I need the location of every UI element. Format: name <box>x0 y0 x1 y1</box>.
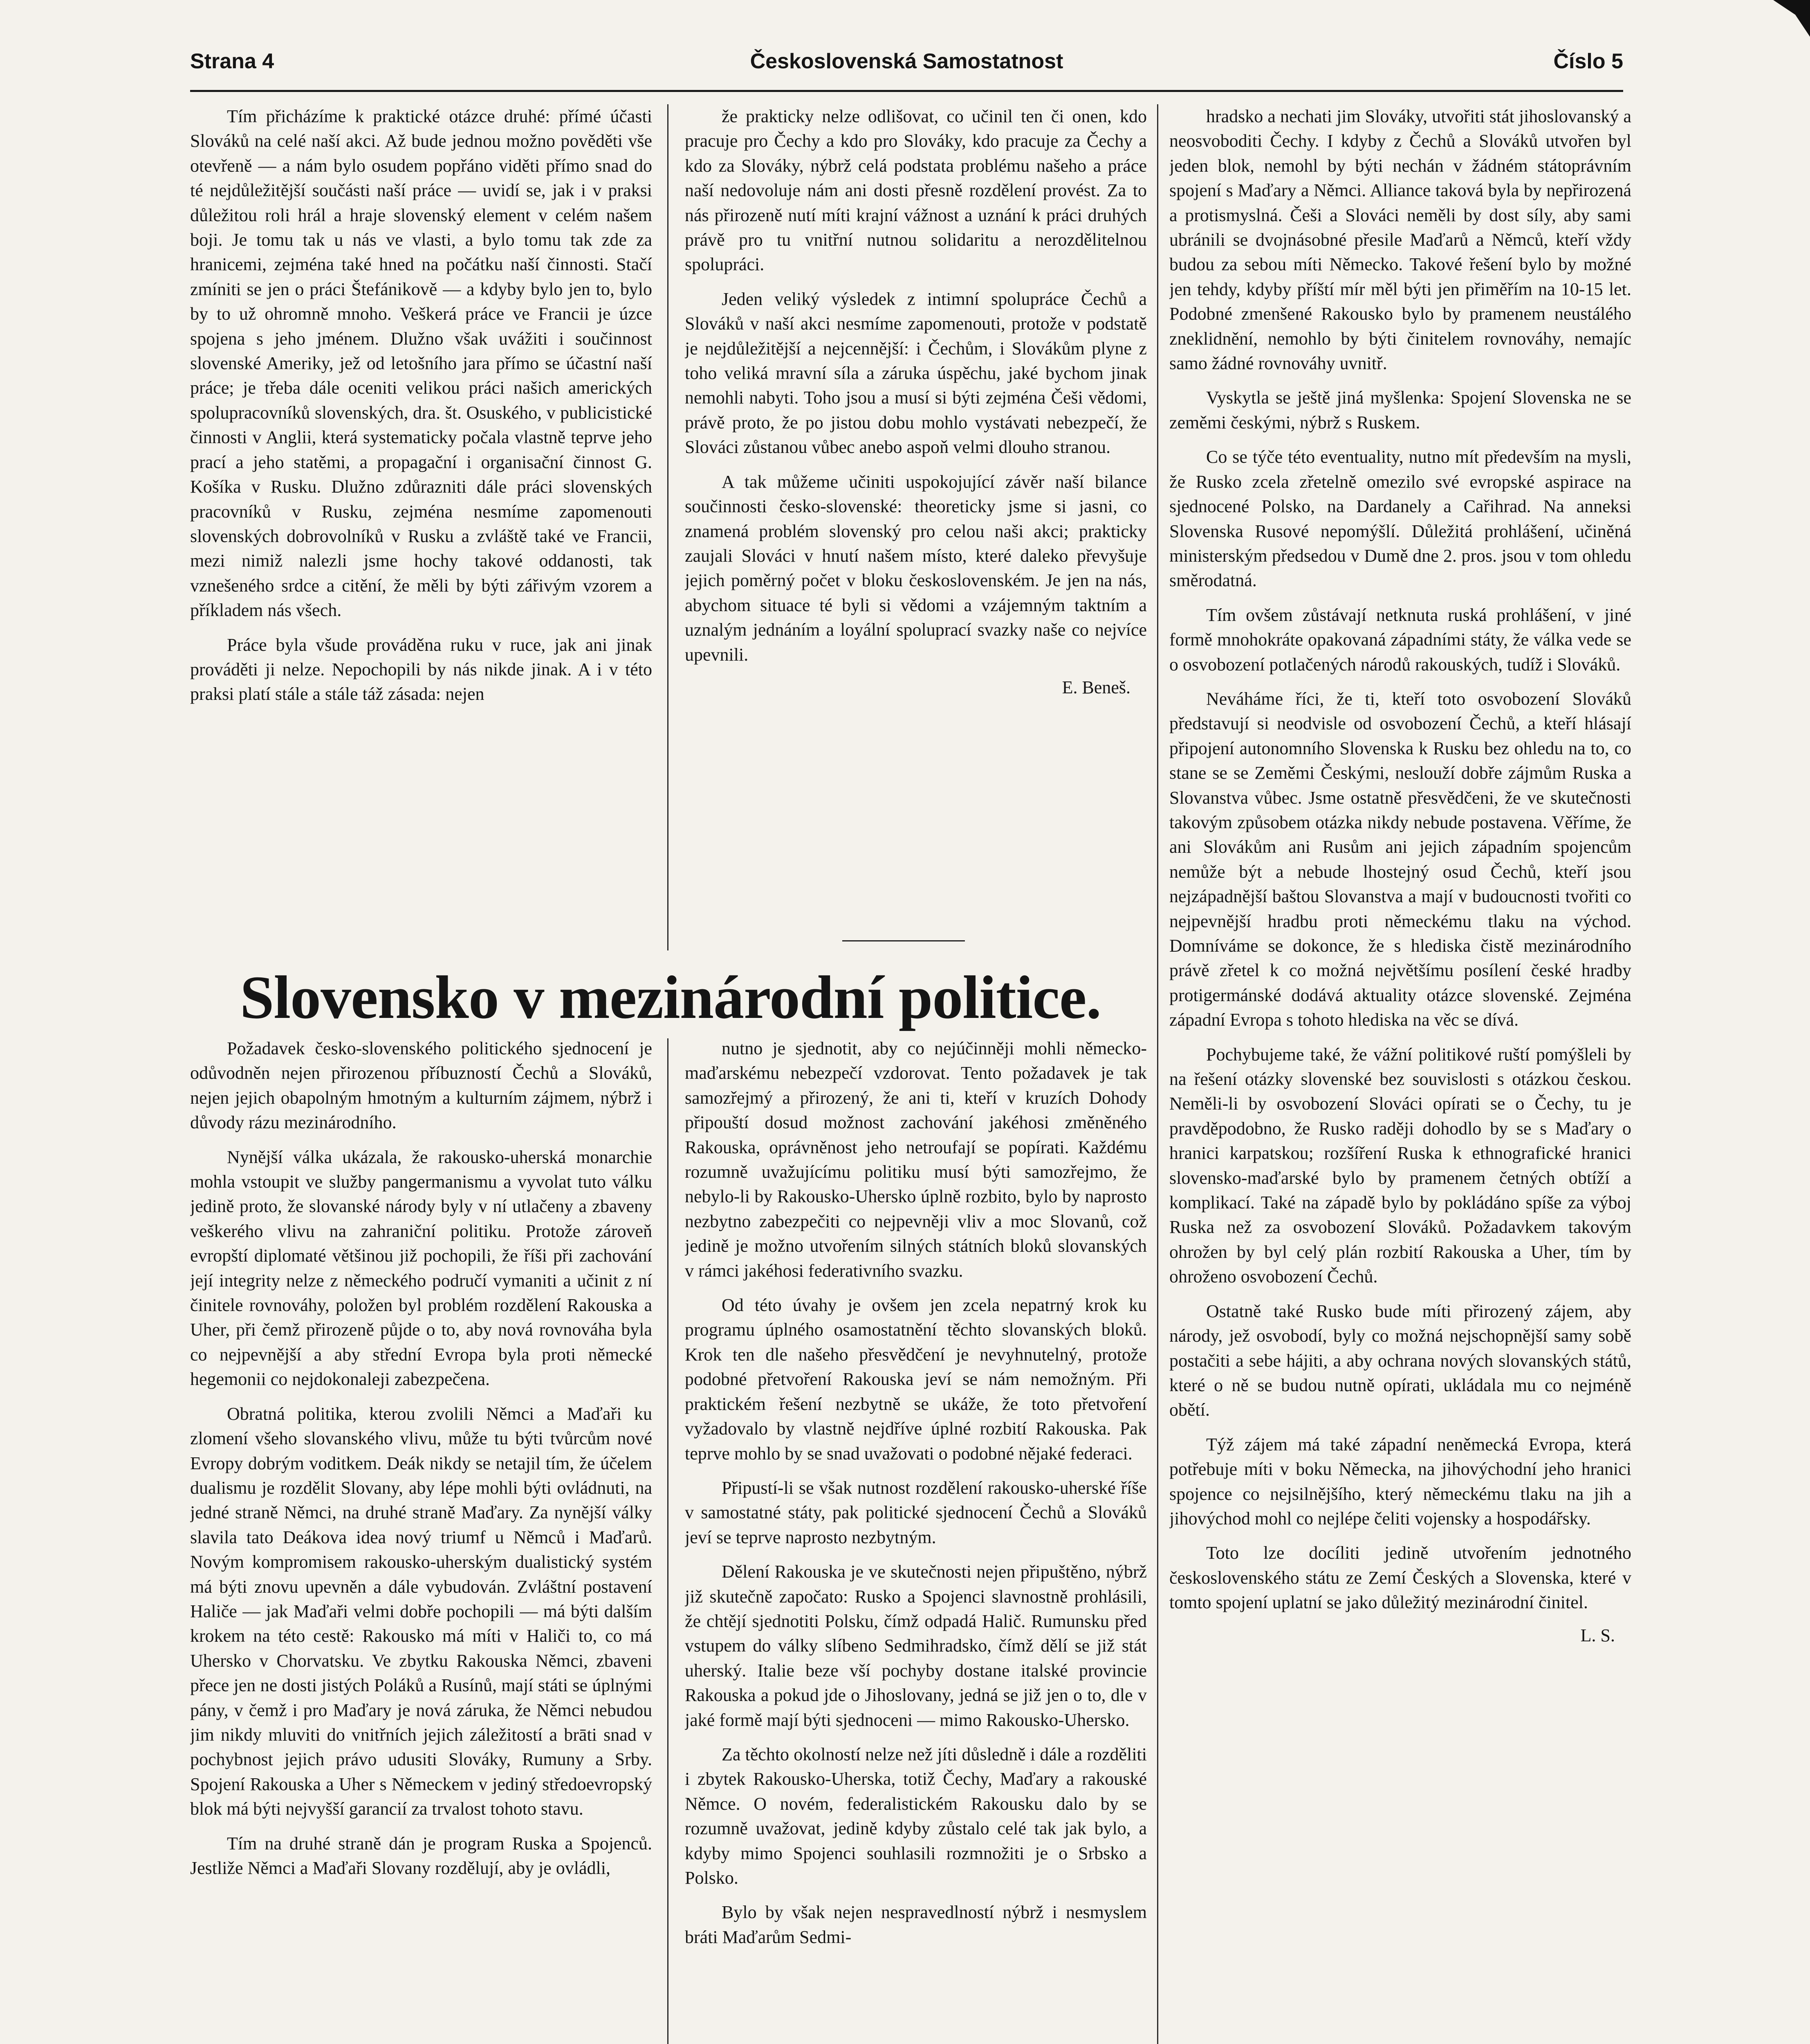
article2-headline: Slovensko v mezinárodní politice. <box>240 964 1101 1031</box>
paragraph: Od této úvahy je ovšem jen zcela nepatrný krok ku programu úplného osamostatnění těchto slovanských bloků. Krok ten dle našeho přesvědčení je nevyhnutelný, protože podobné přetvoření Rakouska jeví se nám nemožným. Při praktickém řešení nezbytně se ukáže, že toto přetvoření vyžadovalo by vlastně nejdříve úplné rozbití Rakouska. Pak teprve mohlo by se snad uvažovati o podobné nějaké federaci. <box>685 1295 1147 1464</box>
paragraph: Jeden veliký výsledek z intimní spolupráce Čechů a Slováků v naší akci nesmíme zapomenouti, protože v podstatě je nejdůležitější a nejcennější: i Čechům, i Slovákům plyne z toho veliká mravní síla a záruka úspěchu, jaké bychom jinak nemohli nabyti. Toho jsou a musí si býti zejména Češi vědomi, právě proto, že po jistou dobu mohlo vystávati nebezpečí, že Slováci zůstanou vůbec anebo aspoň velmi dlouho stranou. <box>685 289 1147 457</box>
column-divider <box>667 104 668 950</box>
article2-column-3 <box>1169 104 1631 2044</box>
paragraph: Za těchto okolností nelze než jíti důsledně i dále a rozděliti i zbytek Rakousko-Uherska, totiž Čechy, Maďary a rakouské Němce. O novém, federalistickém Rakousku dalo by se rozumně uvažovat, jedině kdyby zůstalo celé tak jak bylo, a kdyby mimo Spojenci souhlasili rozmnožiti je o Srbsko a Polsko. <box>685 1744 1147 1888</box>
paragraph: Dělení Rakouska je ve skutečnosti nejen připuštěno, nýbrž již skutečně započato: Rusko a Spojenci slavnostně prohlásili, že chtějí sjednotiti Polsku, čímž odpadá Halič. Rumunsku před vstupem do války slíbeno Sedmihradsko, čímž dělí se již stát uherský. Italie beze vší pochyby dostane italské provincie Rakouska a pokud jde o Jihoslovany, jedná se již jen o to, dle v jaké formě mají býti sjednoceni — mimo Rakousko-Uhersko. <box>685 1562 1147 1730</box>
paragraph: hradsko a nechati jim Slováky, utvořiti stát jihoslovanský a neosvoboditi Čechy. I kdyby z Čechů a Slováků utvořen byl jeden blok, nemohl by býti nechán v žádném státoprávním spojení s Maďary a Němci. Alliance taková byla by nepřirozená a protismyslná. Češi a Slováci neměli by dost síly, aby sami ubránili se dvojnásobné přesile Maďarů a Němců, kteří vždy budou za sebou míti Německo. Takové řešení bylo by možné jen tehdy, kdyby příští mír měl býti jen přiměřím na 10-15 let. Podobné zmenšené Rakousko bylo by pramenem neustálého zneklidnění, nemohlo by býti činitelem rovnováhy, nemajíc samo žádné rovnováhy uvnitř. <box>1169 106 1631 374</box>
paragraph: Nynější válka ukázala, že rakousko-uherská monarchie mohla vstoupit ve služby pangermanismu a vyvolat tuto válku jedině proto, že slovanské národy byly v ní utlačeny a zbaveny veškerého vlivu na zahraniční politiku. Protože zároveň evropští diplomaté většinou již pochopili, že říši při zachování její integrity nelze z německého područí vymaniti a učinit z ní činitele rovnováhy, položen byl problém rozdělení Rakouska a Uher, při čemž přirozeně půjde o to, aby nová rovnováha byla co nejpevnější a aby střední Evropa byla proti německé hegemonii co nejdokonaleji zabezpečena. <box>190 1147 652 1390</box>
page-corner-fold <box>1773 0 1810 37</box>
issue-number: Číslo 5 <box>1553 49 1623 73</box>
paragraph: Neváháme říci, že ti, kteří toto osvobození Slováků představují si neodvisle od osvobození Čechů, a kteří hlásají připojení autonomního Slovenska k Rusku bez ohledu na to, co stane se se Zeměmi Českými, neslouží dobře zájmům Ruska a Slovanstva vůbec. Jsme ostatně přesvědčeni, že ve skutečnosti takovým způsobem otázka nikdy nebude postavena. Věříme, že ani Slovákům ani Rusům ani jejich západním spojencům nemůže být a nebude lhostejný osud Čechů, kteří jsou nejzápadnější baštou Slovanstva a mají v budoucnosti tvořiti co nejpevnější hradbu proti německému tlaku na východ. Domníváme se dokonce, že s hlediska čistě mezinárodního právě zřetel k co možná největšímu posílení české hradby protigermánské dodává aktuality otázce slovenské. Zejména západní Evropa s tohoto hlediska na věc se dívá. <box>1169 688 1631 1030</box>
page-number: Strana 4 <box>190 49 274 73</box>
paragraph: Vyskytla se ještě jiná myšlenka: Spojení Slovenska ne se zeměmi českými, nýbrž s Ruskem. <box>1169 388 1631 433</box>
article2-column-1 <box>190 1036 652 2044</box>
paragraph: Tím ovšem zůstávají netknuta ruská prohlášení, v jiné formě mnohokráte opakovaná západními státy, že válka vede se o osvobození potlačených národů rakouských, tudíž i Slováků. <box>1169 605 1631 675</box>
article2-column-2 <box>685 1036 1147 2044</box>
article-separator <box>842 940 965 941</box>
article1-column-1 <box>190 104 652 934</box>
paragraph: Tím přicházíme k praktické otázce druhé: přímé účasti Slováků na celé naší akci. Až bude jednou možno pověděti vše otevřeně — a nám bylo osudem popřáno viděti přímo snad do té nejdůležitější součásti naší práce — uvidí se, jak i v praksi důležitou roli hrál a hraje slovenský element v celém našem boji. Je tomu tak u nás ve vlasti, a bylo tomu tak zde za hranicemi, zejména také hned na počátku naší činnosti. Stačí zmíniti se jen o práci Štefánikově — a kdyby bylo jen to, bylo by to už ohromně mnoho. Veškerá práce ve Francii je úzce spojena s jeho jménem. Dlužno však uvážiti i součinnost slovenské Ameriky, jež od letošního jara přímo se účastní naší práce; je třeba dále oceniti velikou práci našich amerických spolupracovníků slovenských, dra. št. Osuského, v publicistické činnosti v Anglii, která systematicky počala vlastně teprve jeho prací a jeho statěmi, a propagační i organisační činnost G. Košíka v Rusku. Dlužno zdůrazniti dále práci slovenských pracovníků v Rusku, zejména nesmíme zapomenouti slovenských dobrovolníků v Rusku a zvláště také ve Francii, mezi nimiž nalezli jsme hochy takové oddanosti, tak vznešeného srdce a citění, že měli by býti zářivým vzorem a příkladem nás všech. <box>190 106 652 621</box>
paragraph: Ostatně také Rusko bude míti přirozený zájem, aby národy, jež osvobodí, byly co možná nejschopnější samy sobě postačiti a sebe hájiti, a aby ochrana nových slovanských států, které o ně se budou nutně opírati, ukládala mu co nejméně obětí. <box>1169 1301 1631 1420</box>
publication-title: Československá Samostatnost <box>750 49 1063 73</box>
article1-column-2 <box>685 104 1147 901</box>
running-head <box>190 41 1623 92</box>
paragraph: že prakticky nelze odlišovat, co učinil ten či onen, kdo pracuje pro Čechy a kdo pro Slováky, kdo pracuje za Čechy a kdo za Slováky, nýbrž celá podstata problému našeho a práce naší nedovoluje nám ani dosti přesně rozdělení provést. Za to nás přirozeně nutí míti krajní vážnost a uznání k práci druhých právě pro tu vnitřní nutnou solidaritu a nerozdělitelnou spolupráci. <box>685 106 1147 275</box>
paragraph: A tak můžeme učiniti uspokojující závěr naší bilance součinnosti česko-slovenské: theoreticky jsme si jasni, co znamená problém slovenský pro celou naši akci; prakticky zaujali Slováci v hnutí našem místo, které daleko převyšuje jejich poměrný počet v bloku československém. Je jen na nás, abychom situace té byli si vědomi a vzájemným taktním a uznalým jednáním a loyální spoluprací svazky naše co nejvíce upevnili. <box>685 471 1147 665</box>
column-divider <box>667 1038 668 2044</box>
paragraph: Obratná politika, kterou zvolili Němci a Maďaři ku zlomení všeho slovanského vlivu, může tu býti tvůrcům nové Evropy dobrým voditkem. Deák nikdy se netajil tím, že účelem dualismu je rozdělit Slovany, aby lépe mohli býti ovládnuti, na jedné straně Němci, na druhé straně Maďary. Za nynější války slavila tato Deákova idea nový triumf u Němců i Maďarů. Novým kompromisem rakousko-uherským dualistický systém má býti znovu upevněn a dále vybudován. Zvláštní postavení Haliče — jak Maďaři velmi dobře pochopili — má býti dalším krokem na této cestě: Rakousko má míti v Haliči to, co má Uhersko v Chorvatsku. Ve zbytku Rakouska Němci, zbaveni přece jen ne dosti jistých Poláků a Rusínů, mají státi se úplnými pány, v čemž i pro Maďary je nová záruka, že Němci nebudou jim nikdy mluviti do vnitřních jejich záležitostí a brāti snad v pochybnost jejich právo udusiti Slováky, Rumuny a Srby. Spojení Rakouska a Uher s Německem v jediný středoevropský blok má býti nejvyšší garancií za trvalost tohoto stavu. <box>190 1403 652 1819</box>
article2-signature: L. S. <box>1580 1625 1615 1645</box>
paragraph: Požadavek česko-slovenského politického sjednocení je odůvodněn nejen přirozenou příbuzností Čechů a Slováků, nejen jejich obapolným hmotným a kulturním zájmem, nýbrž i důvody rázu mezinárodního. <box>190 1038 652 1133</box>
article1-signature: E. Beneš. <box>1062 677 1130 697</box>
paragraph: Připustí-li se však nutnost rozdělení rakousko-uherské říše v samostatné státy, pak politické sjednocení Čechů a Slováků jeví se teprve naprosto nezbytným. <box>685 1477 1147 1547</box>
paragraph: Pochybujeme také, že vážní politikové ruští pomýšleli by na řešení otázky slovenské bez souvislosti s otázkou českou. Neměli-li by osvobození Slováci opírati se o Čechy, tu je pravděpodobno, že Rusko raději dohodlo by se s Maďary o hranici karpatskou; rozšíření Ruska k ethnografické hranici slovensko-maďarské bylo by pramenem četných obtíží a komplikací. Také na západě bylo by pokládáno spíše za výboj Ruska než za osvobození Slováků. Požadavkem takovým ohrožen by byl celý plán rozbití Rakouska a Uher, tím by ohroženo osvobození Čechů. <box>1169 1044 1631 1287</box>
paragraph: Tím na druhé straně dán je program Ruska a Spojenců. Jestliže Němci a Maďaři Slovany rozdělují, aby je ovládli, <box>190 1833 652 1878</box>
paragraph: Týž zájem má také západní neněmecká Evropa, která potřebuje míti v boku Německa, na jihovýchodní jeho hranici spojence co nejsilnějšího, který německému tlaku na jih a jihovýchod mohl co nejlépe čeliti vojensky a hospodářsky. <box>1169 1434 1631 1529</box>
paragraph: nutno je sjednotit, aby co nejúčinněji mohli německo-maďarskému nebezpečí vzdorovat. Tento požadavek je tak samozřejmý a přirozený, že ani ti, kteří v kruzích Dohody připouští dosud možnost zachování jakéhosi změněného Rakouska, oprávněnost jeho netroufají se popírati. Každému rozumně uvažujícímu politiku musí býti samozřejmo, že nebylo-li by Rakousko-Uhersko úplně rozbito, bylo by naprosto nezbytno zabezpečiti co nejpevněji vliv a moc Slovanů, což jedině je možno utvořením silných státních bloků slovanských v rámci jakéhosi federativního svazku. <box>685 1038 1147 1281</box>
paragraph: Bylo by však nejen nespravedlností nýbrž i nesmyslem bráti Maďarům Sedmi- <box>685 1902 1147 1947</box>
paragraph: Toto lze docíliti jedině utvořením jednotného československého státu ze Zemí Českých a Slovenska, které v tomto spojení uplatní se jako důležitý mezinárodní činitel. <box>1169 1543 1631 1613</box>
paragraph: Co se týče této eventuality, nutno mít především na mysli, že Rusko zcela zřetelně omezilo své evropské aspirace na sjednocené Polsko, na Dardanely a Cařihrad. Na anneksi Slovenska Rusové nepomýšlí. Důležitá prohlášení, učiněná ministerským předsedou v Dumě dne 2. pros. jsou v tom ohledu směrodatná. <box>1169 447 1631 591</box>
column-divider <box>1157 104 1158 2044</box>
paragraph: Práce byla všude prováděna ruku v ruce, jak ani jinak prováděti ji nelze. Nepochopili by nás nikde jinak. A i v této praksi platí stále a stále táž zásada: nejen <box>190 634 652 704</box>
